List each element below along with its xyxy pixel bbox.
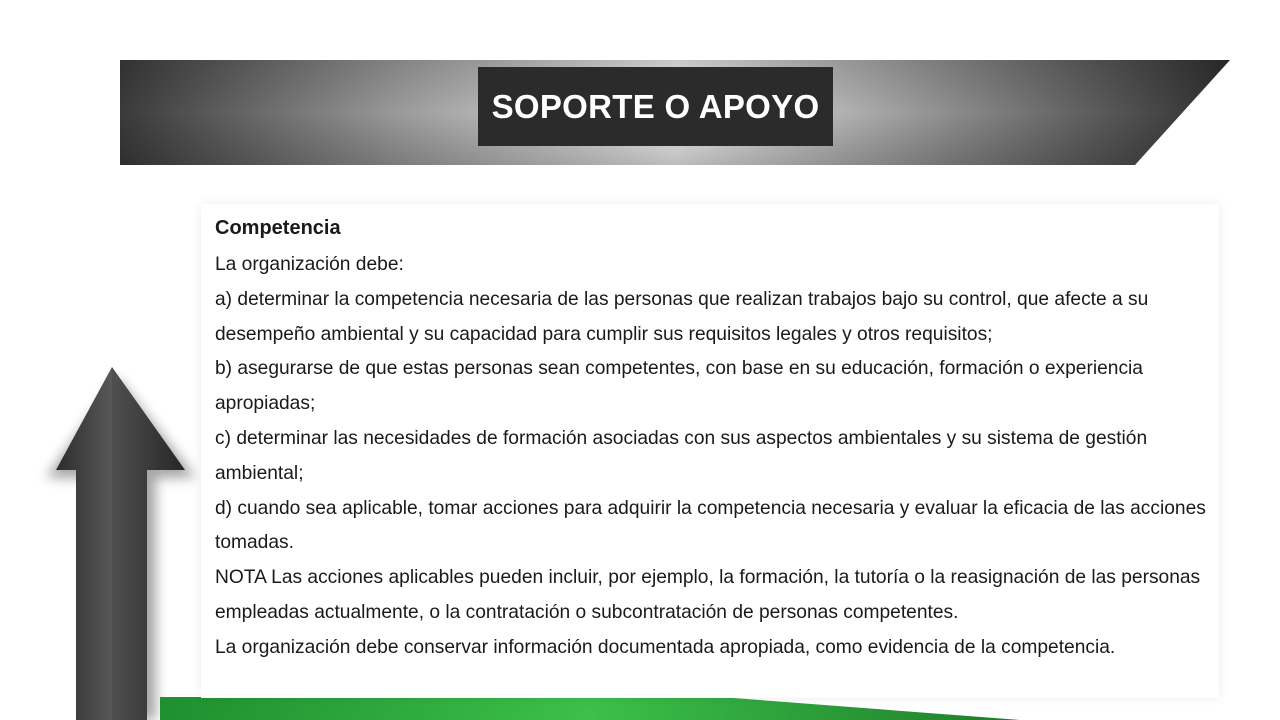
list-item-a: a) determinar la competencia necesaria de las personas que realizan trabajos bajo su control, que afecte a su desempeño ambiental y su capacidad para cumplir sus requisitos legales y otros requisitos;: [215, 288, 1149, 345]
list-item-c: c) determinar las necesidades de formación asociadas con sus aspectos ambientales y su sistema de gestión ambiental;: [215, 427, 1148, 484]
list-item-d: d) cuando sea aplicable, tomar acciones para adquirir la competencia necesaria y evaluar la eficacia de las acciones tomadas.: [215, 497, 1206, 554]
intro-paragraph: La organización debe:: [215, 254, 404, 275]
list-item-b: b) asegurarse de que estas personas sean competentes, con base en su educación, formación o experiencia apropiadas;: [215, 358, 1143, 415]
document-panel: [201, 204, 1219, 698]
slide-title: SOPORTE O APOYO: [491, 87, 820, 125]
document-text: [215, 212, 1215, 666]
note-paragraph: NOTA Las acciones aplicables pueden incluir, por ejemplo, la formación, la tutoría o la reasignación de las personas empleadas actualmente, o la contratación o subcontratación de personas competentes.: [215, 567, 1201, 623]
title-box: [478, 67, 833, 146]
closing-paragraph: La organización debe conservar información documentada apropiada, como evidencia de la competencia.: [215, 636, 1116, 658]
section-heading: Competencia: [215, 217, 341, 239]
